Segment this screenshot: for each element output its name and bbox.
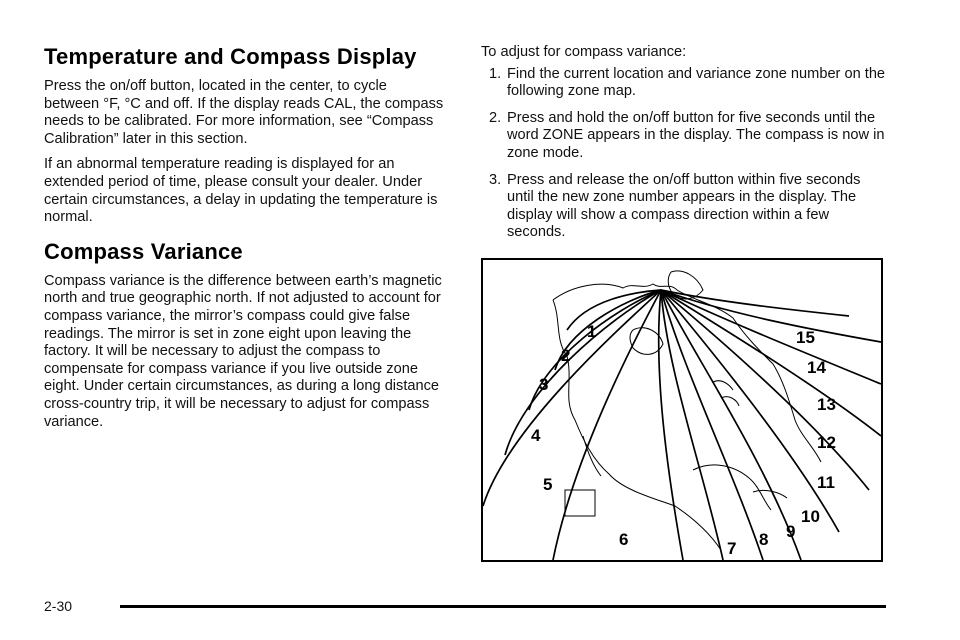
zone-line [505, 290, 661, 455]
left-column [44, 44, 444, 431]
step-item [481, 66, 891, 101]
steps-list [481, 66, 891, 242]
cuba [753, 490, 787, 498]
zone-label: 15 [796, 328, 815, 347]
baja-peninsula [583, 436, 601, 476]
step-number: 3. [489, 171, 502, 188]
step-text: Press and hold the on/off button for five seconds until the word ZONE appears in the display. The compass is now in zone mode. [507, 109, 885, 161]
zone-label: 9 [786, 522, 796, 541]
zone-label: 8 [759, 530, 769, 549]
zone-label: 14 [807, 358, 826, 377]
zone-line [661, 290, 881, 384]
step-number: 2. [489, 109, 502, 126]
zone-label: 11 [817, 473, 835, 492]
right-column [481, 44, 891, 251]
compass-zone-map [481, 258, 883, 562]
step-text: Find the current location and variance zone number on the following zone map. [507, 65, 886, 100]
steps-intro: To adjust for compass variance: [481, 44, 687, 60]
zone-line [553, 290, 661, 560]
zone-label: 4 [531, 426, 541, 445]
zone-label: 5 [543, 475, 553, 494]
paragraph-temperature-1: Press the on/off button, located in the center, to cycle between °F, °C and off. If the display reads CAL, the compass needs to be calibrated. For more information, see “Compass Calibration” later in this section. [44, 78, 444, 147]
zone-label: 13 [817, 395, 836, 414]
zone-label: 12 [817, 433, 836, 452]
paragraph-compass-variance: Compass variance is the difference between earth’s magnetic north and true geographic north. If not adjusted to account for compass variance, the mirror’s compass could give false readings. The mirror is set in zone eight upon leaving the factory. It will be necessary to adjust the compass to compensate for compass variance if you live outside zone eight. Under certain circumstances, as during a long distance cross-country trip, it will be necessary to adjust for compass variance. [44, 272, 442, 430]
footer-rule [120, 605, 886, 608]
zone-label: 3 [539, 375, 549, 394]
step-number: 1. [489, 65, 502, 82]
step-item [481, 110, 891, 163]
zone-map-svg [483, 260, 881, 560]
zone-line [661, 290, 881, 436]
page-number: 2-30 [44, 598, 73, 614]
hawaii-box [565, 490, 595, 516]
great-lakes [713, 381, 739, 406]
zone-line [659, 290, 683, 560]
zone-line [661, 290, 801, 560]
zone-boundary-lines [483, 290, 881, 560]
zone-label: 2 [561, 346, 571, 365]
section-heading-temperature: Temperature and Compass Display [44, 44, 417, 69]
zone-line [661, 290, 723, 560]
section-heading-compass-variance: Compass Variance [44, 238, 243, 264]
paragraph-temperature-2: If an abnormal temperature reading is displayed for an extended period of time, please consult your dealer. Under certain circumstances, a delay in updating the temperature is normal. [44, 156, 438, 226]
zone-label: 7 [727, 539, 737, 558]
step-text: Press and release the on/off button within five seconds until the new zone number appears in the display. The display will show a compass direction within a few seconds. [507, 171, 861, 241]
zone-label: 6 [619, 530, 629, 549]
zone-label: 1 [587, 322, 597, 341]
step-item [481, 172, 891, 242]
zone-label: 10 [801, 507, 820, 526]
zone-line [661, 290, 839, 532]
